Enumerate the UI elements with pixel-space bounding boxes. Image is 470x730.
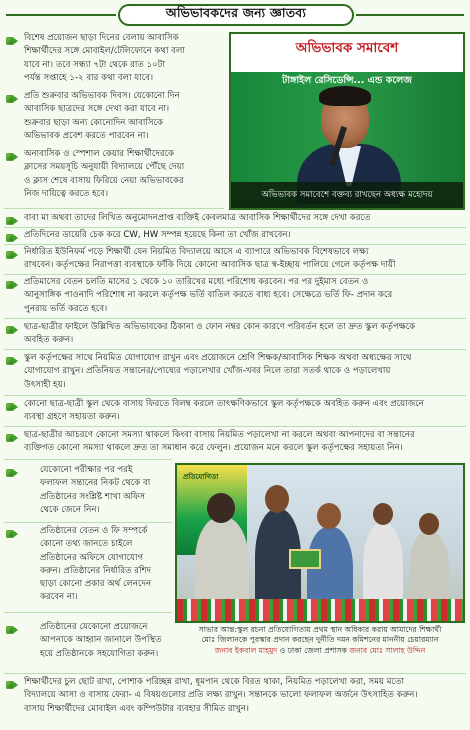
item-line: অবহিত করুন।: [24, 335, 74, 346]
bullet-icon: [6, 95, 14, 103]
bullet-icon: [6, 434, 14, 442]
caption-line: সাভার আন্ত:স্কুল রচনা প্রতিযোগিতায় প্রথম স্থান অধিকার করায় আমাদের শিক্ষার্থী: [198, 625, 442, 634]
notice-item-6: [24, 246, 466, 273]
item-line: করবেন না।: [40, 592, 78, 603]
bullet-icon: [6, 326, 14, 334]
notice-item-12: [40, 464, 172, 517]
notice-item-2: [24, 90, 224, 143]
notice-item-9: [24, 352, 466, 392]
bullet-icon: [6, 153, 14, 161]
award-caption: [175, 625, 465, 656]
notice-item-13: [40, 525, 172, 605]
person-head: [373, 503, 393, 525]
item-line: যাবে না। তবে সন্ধ্যা ৭টা থেকে রাত ১০টা: [24, 59, 165, 70]
item-line: ক্লাসের সময়সূচি অনুযায়ী বিদ্যালয়ে পৌঁছে দেয়া: [24, 162, 185, 173]
person-head: [207, 493, 235, 523]
item-line: প্রতি শুক্রবার অভিভাবক দিবস। যেকোনো দিন: [24, 91, 180, 101]
photo-caption: অভিভাবক সমাবেশে বক্তব্য রাখছেন অধ্যক্ষ মহোদয়: [231, 182, 463, 208]
item-line: পুনরায় ভর্তি করতে হবে।: [24, 303, 108, 314]
item-line: আনুসাঙ্গিক পাওনাদি পরিশোধ না করলে কর্তৃপক্ষ ভর্তি বাতিল করতে বাধ্য হবে। সেক্ষেত্রে ভর্তি ফি- প্রদান করে: [24, 290, 393, 301]
item-line: প্রতিমাসের বেতন চলতি মাসের ১ থেকে ১০ তারিখের মধ্যে পরিশোধ করবেন। পর পর দুইমাস বেতন ও: [24, 277, 369, 287]
bullet-icon: [6, 251, 14, 259]
item-line: ও ক্লাস শেষে বাসায় ফিরিয়ে নেয়া অভিভাবকের: [24, 175, 184, 186]
bullet-icon: [6, 403, 14, 411]
notice-item-1: [24, 32, 224, 85]
item-line: অনাবাসিক ও স্পেশাল কেয়ার শিক্ষার্থীদেরকে: [24, 149, 175, 159]
item-line: নির্ধারিত ইউনিফর্ম পড়ে শিক্ষার্থী যেন নিয়মিত বিদ্যালয়ে আসে এ ব্যাপারে অভিভাবক বিশেষভাবে লক্ষ্য: [24, 247, 369, 257]
notice-item-14: [40, 621, 172, 661]
item-line: বিশেষ প্রয়োজন ছাড়া দিনের বেলায় আবাসিক: [24, 33, 179, 43]
item-line: প্রতিষ্ঠানের যেকোনো প্রয়োজনে: [40, 622, 148, 632]
bullet-icon: [6, 681, 14, 689]
item-line: প্রতিষ্ঠানের বেতন ও ফি সম্পর্কে: [40, 526, 148, 536]
item-line: রাখবেন। কর্তৃপক্ষের নিরাপত্তা ব্যবস্থাকে ফাঁকি দিয়ে কোনো আবাসিক ছাত্র স্ব-ইচ্ছায় পালিয়ে গেলে কর্তৃপক্ষ দায়ী: [24, 260, 396, 271]
divider: [4, 395, 466, 396]
item-line: হয়ে প্রতিষ্ঠানকে সহযোগিতা করুন।: [40, 648, 159, 659]
notice-item-7: [24, 276, 466, 316]
notice-item-5: [24, 229, 466, 242]
item-line: প্রতিদিনের ডায়েরি চেক করে CW, HW সম্পন্ন হয়েছে কিনা তা খোঁজ রাখবেন।: [24, 230, 291, 240]
item-line: প্রতিষ্ঠানের সংশ্লিষ্ট শাখা অফিস: [40, 491, 146, 502]
flower-decoration: [177, 599, 463, 621]
item-line: স্কুল কর্তৃপক্ষের সাথে নিয়মিত যোগাযোগ রাখুন এবং প্রয়োজনে শ্রেণি শিক্ষক/আবাসিক শিক্ষক অথবা অধ্যক্ষের সাথে: [24, 353, 412, 363]
item-line: যোগাযোগ রাখুন। প্রতিনিয়ত সন্তানের/পোষ্যের পড়ালেখার খোঁজ-খবর নিলে তারা সতর্ক থাকে ও পড়ালেখায়: [24, 366, 391, 377]
divider: [4, 522, 172, 523]
speaker-hair: [319, 86, 371, 106]
item-line: ব্যবস্থা গ্রহণে সহায়তা করুন।: [24, 412, 120, 423]
banner-subtitle: টাঙ্গাইল রেসিডেন্সি... এন্ড কলেজ: [282, 75, 412, 86]
item-line: ফলাফল সন্তানের নিকট থেকে বা: [40, 478, 151, 489]
award-certificate: [289, 549, 321, 569]
notice-item-3: [24, 148, 229, 201]
caption-name: জনাব ইকবাল মাহমুদ: [214, 645, 278, 655]
item-line: বাবা মা অথবা তাদের লিখিত অনুমোদনপ্রাপ্ত ব্যক্তিই কেবলমাত্র আবাসিক শিক্ষার্থীদের সঙ্গে দেখা করতে: [24, 213, 371, 223]
divider: [4, 318, 466, 319]
item-line: ছাত্র-ছাত্রীর ফাইলে উল্লিখিত অভিভাবকের ঠিকানা ও ফোন নম্বর কোন কারণে পরিবর্তন হলে তা দ্রুত স্কুল কর্তৃপক্ষকে: [24, 322, 416, 332]
caption-line: মোঃ জিলানকে পুরস্কার প্রদান করছেন দুর্নীতি দমন কমিশনের মাননীয় চেয়ারম্যান: [201, 635, 439, 645]
item-line: কোনো তথ্য জানতে চাইলে: [40, 539, 133, 550]
divider: [4, 673, 466, 674]
divider: [4, 426, 466, 427]
bullet-icon: [6, 469, 14, 477]
item-line: যেকোনো পরীক্ষার পর পরই: [40, 465, 133, 475]
item-line: পর্যন্ত সপ্তাহে ১-২ বার কথা বলা যাবে।: [24, 72, 154, 83]
item-line: আপনাকে আহ্বান জানালে উপস্থিত: [40, 635, 162, 646]
parents-meeting-photo: [229, 32, 465, 210]
notice-item-11: [24, 429, 466, 456]
caption-text: ও ঢাকা জেলা প্রশাসক: [277, 645, 350, 655]
caption-line: [175, 646, 465, 656]
caption-name: জনাব মোঃ সালাহ উদ্দিন: [349, 645, 426, 655]
item-line: ব্যক্তিগত কোনো সমস্যা থাকলে দ্রুত তা সমাধান করে ফেলুন। প্রয়োজন মনে করলে স্কুল কর্তৃপক্ষের সহায়তা নিন।: [24, 443, 403, 454]
item-line: বিদ্যালয়ে আসা ও বাসায় ফেরা- এ বিষয়গুলোর প্রতি লক্ষ্য রাখুন। সন্তানকে ভালো ফলাফল অর্জনে উৎসাহিত করুন।: [24, 690, 418, 701]
person-head: [317, 503, 341, 529]
bullet-icon: [6, 281, 14, 289]
item-line: থেকে জেনে নিন।: [40, 504, 100, 515]
banner-title: অভিভাবক সমাবেশ: [295, 40, 399, 56]
bullet-icon: [6, 626, 14, 634]
item-line: করুন। প্রতিষ্ঠানের নির্ধারিত রশিদ: [40, 565, 152, 576]
item-line: শিক্ষার্থীদের সঙ্গে মোবাইল/টেলিফোনে কথা বলা: [24, 46, 185, 57]
item-line: শুক্রবার ছাড়া অন্য কোনোদিন আবাসিকে: [24, 117, 163, 128]
bullet-icon: [6, 357, 14, 365]
item-line: উৎসাহী হয়।: [24, 379, 66, 390]
person-head: [419, 513, 439, 535]
item-line: ছাড়া কোনো প্রকার অর্থ লেনদেন: [40, 579, 152, 590]
title-divider-right: [356, 14, 464, 16]
bullet-icon: [6, 37, 14, 45]
person-head: [265, 485, 289, 513]
item-line: শিক্ষার্থীদের চুল ছোট রাখা, পোশাক পরিচ্ছন্ন রাখা, ধূমপান থেকে বিরত থাকা, নিয়মিত পড়ালেখা করা, সময় মতো: [24, 677, 404, 687]
bullet-icon: [6, 217, 14, 225]
bullet-icon: [6, 234, 14, 242]
divider: [4, 208, 224, 209]
item-line: প্রতিষ্ঠানের অফিসে যোগাযোগ: [40, 552, 144, 563]
item-line: বাসায় শিক্ষার্থীদের মোবাইল এবং কম্পিউটার ব্যবহার সীমিত রাখুন।: [24, 703, 249, 714]
divider: [4, 349, 466, 350]
item-line: নিজ দায়িত্বে করতে হবে।: [24, 188, 109, 199]
award-ceremony-photo: [175, 463, 465, 623]
divider: [4, 227, 466, 228]
bullet-icon: [6, 530, 14, 538]
item-line: ছাত্র-ছাত্রীর আচরণে কোনো সমস্যা থাকলে কিংবা বাসায় নিয়মিত পড়ালেখা না করলে অথবা আপনাদের বা সন্তানের: [24, 430, 415, 440]
divider: [4, 459, 172, 460]
item-line: কোনো ছাত্র-ছাত্রী স্কুল থেকে বাসায় ফিরতে বিলম্ব করলে তাৎক্ষণিকভাবে স্কুল কর্তৃপক্ষকে অবহিত করুন এবং প্রয়োজনে: [24, 399, 424, 409]
divider: [4, 274, 466, 275]
title-divider-left: [6, 14, 116, 16]
page-title: অভিভাবকদের জন্য জ্ঞাতব্য: [118, 4, 354, 26]
item-line: আবাসিক ছাত্রদের সঙ্গে দেখা করা যাবে না।: [24, 104, 170, 115]
notice-item-15: [24, 676, 466, 716]
item-line: অভিভাবক প্রবেশ করতে পারবেন না।: [24, 130, 149, 141]
notice-item-10: [24, 398, 466, 425]
divider: [4, 612, 172, 613]
event-banner-text: প্রতিযোগিতা: [183, 473, 219, 481]
notice-item-8: [24, 321, 466, 348]
divider: [4, 244, 466, 245]
notice-item-4: [24, 212, 466, 225]
